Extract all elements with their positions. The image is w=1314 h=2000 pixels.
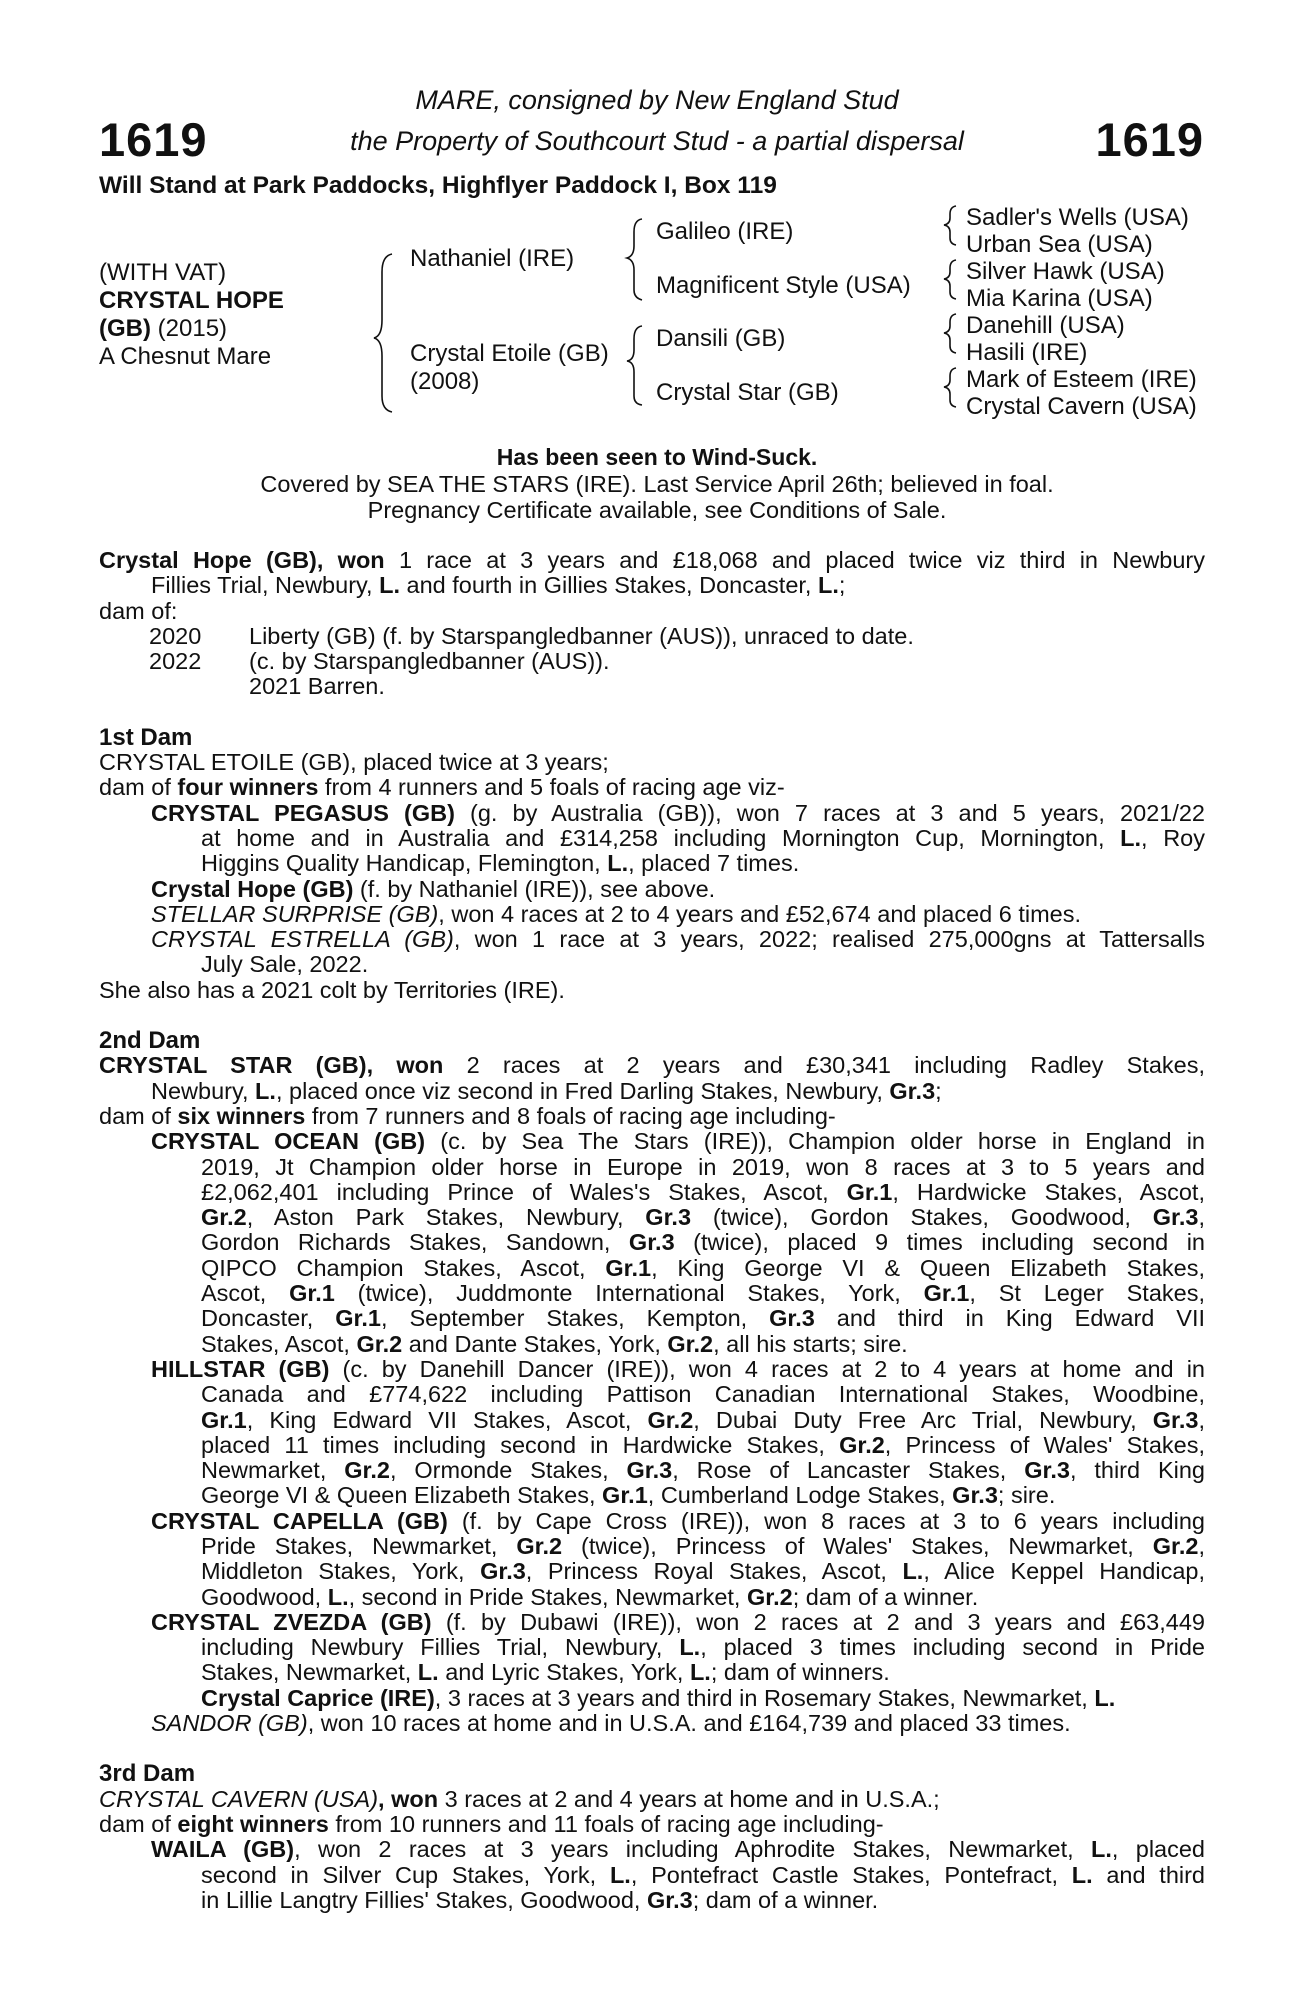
ocean-line-8 [99, 1306, 1205, 1331]
text: Pride Stakes, Newmarket, [201, 1532, 517, 1559]
text: , Hardwicke Stakes, Ascot, [892, 1178, 1205, 1205]
text: , third King [1069, 1457, 1205, 1484]
text: Newbury, [151, 1077, 256, 1104]
ocean-line-2: 2019, Jt Champion older horse in Europe in 2019, won 8 races at 3 to 5 years and [201, 1153, 1205, 1180]
text: , won 4 races at 2 to 4 years and £52,674 and placed 6 times. [438, 900, 1082, 927]
text: , placed 7 times. [628, 850, 800, 877]
listed-mark: L. [609, 1861, 631, 1888]
pedigree-main-brace [374, 254, 392, 412]
text: in Lillie Langtry Fillies' Stakes, Goodwood, [201, 1886, 647, 1913]
text: (twice), Juddmonte International Stakes, York, [334, 1280, 924, 1307]
listed-mark: L. [902, 1558, 924, 1585]
group-mark: Gr.2 [356, 1330, 403, 1357]
dam-name: CRYSTAL STAR (GB) [99, 1052, 367, 1079]
text: dam of [99, 1102, 178, 1129]
pedigree-sire-brace [627, 219, 642, 300]
text: QIPCO Champion Stakes, Ascot, [201, 1254, 606, 1281]
foal-2020 [99, 624, 1205, 649]
progeny-name: SANDOR (GB) [151, 1710, 308, 1737]
progeny-name: Crystal Caprice (IRE) [201, 1684, 435, 1711]
capella-line-4 [99, 1585, 1205, 1610]
listed-mark: L. [1094, 1684, 1116, 1711]
progeny-name: CRYSTAL ZVEZDA (GB) [151, 1608, 432, 1635]
zvezda-line-2 [99, 1635, 1205, 1660]
property-line: the Property of Southcourt Stud - a partial dispersal [350, 126, 964, 156]
text: second in Silver Cup Stakes, York, [201, 1861, 610, 1888]
text: and Lyric Stakes, York, [438, 1659, 690, 1686]
pedigree-gen3-3: Silver Hawk (USA) [966, 258, 1165, 285]
listed-mark: L. [417, 1659, 439, 1686]
pedigree-dam-dam: Crystal Star (GB) [656, 379, 839, 406]
group-mark: Gr.3 [1152, 1406, 1199, 1433]
group-mark: Gr.2 [344, 1457, 390, 1484]
listed-mark: L. [1071, 1861, 1093, 1888]
text: Gordon Richards Stakes, Sandown, [201, 1229, 629, 1256]
hillstar-line-4 [99, 1433, 1205, 1458]
won: , won [366, 1052, 444, 1079]
listed-mark: L. [379, 572, 400, 599]
group-mark: Gr.3 [646, 1886, 693, 1913]
text: (twice), Gordon Stakes, Goodwood, [691, 1204, 1153, 1231]
text: , placed 3 times including second in Pride [700, 1634, 1205, 1661]
text: , second in Pride Stakes, Newmarket, [348, 1583, 747, 1610]
progeny-name: CRYSTAL OCEAN (GB) [151, 1128, 426, 1155]
intro-line-2 [99, 573, 1205, 598]
group-mark: Gr.1 [846, 1178, 893, 1205]
text: , Alice Keppel Handicap, [923, 1558, 1206, 1585]
first-dam-heading: 1st Dam [99, 723, 193, 751]
first-dam-line-2 [99, 775, 1205, 800]
text: , Roy [1141, 824, 1205, 851]
group-mark: Gr.2 [667, 1330, 714, 1357]
group-mark: Gr.3 [645, 1204, 692, 1231]
text: , won 2 races at 3 years including Aphrodite Stakes, Newmarket, [294, 1836, 1091, 1863]
hillstar-line-3 [99, 1408, 1205, 1433]
group-mark: Gr.2 [747, 1583, 793, 1610]
stand-location: Will Stand at Park Paddocks, Highflyer Paddock I, Box 119 [99, 172, 777, 199]
foal-text: Liberty (GB) (f. by Starspangledbanner (AUS)), unraced to date. [249, 622, 914, 649]
capella-line-2 [99, 1534, 1205, 1559]
text: , St Leger Stakes, [969, 1280, 1205, 1307]
ocean-line-7 [99, 1281, 1205, 1306]
pedigree-dam-year: (2008) [410, 368, 480, 395]
text: from 4 runners and 5 foals of racing age viz- [318, 774, 785, 801]
pedigree-gen3-6: Hasili (IRE) [966, 339, 1088, 366]
pedigree-sire-dam: Magnificent Style (USA) [656, 272, 911, 299]
third-dam-line-2 [99, 1812, 1205, 1837]
text: , Aston Park Stakes, Newbury, [246, 1204, 646, 1231]
intro-won: , won [316, 547, 385, 573]
progeny-name: Crystal Hope (GB) [151, 875, 354, 902]
group-mark: Gr.1 [289, 1280, 335, 1307]
capella-line-3 [99, 1559, 1205, 1584]
group-mark: Gr.3 [628, 1229, 675, 1256]
group-mark: Gr.1 [923, 1280, 970, 1307]
progeny-crystal-hope [99, 877, 1205, 902]
foal-year: 2022 [149, 648, 202, 675]
intro-text-2e: ; [838, 572, 846, 599]
text: , [1198, 1406, 1205, 1433]
text: from 10 runners and 11 foals of racing age including- [328, 1810, 884, 1837]
ocean-line-5 [99, 1230, 1205, 1255]
listed-mark: L. [327, 1583, 349, 1610]
sandor-line [99, 1711, 1205, 1736]
pedigree-brace-3 [944, 314, 956, 353]
text: 2 races at 2 years and £30,341 including Radley Stakes, [443, 1052, 1206, 1079]
foal-year: 2020 [149, 622, 202, 649]
group-mark: Gr.2 [201, 1204, 247, 1231]
pedigree-dam: Crystal Etoile (GB) [410, 340, 609, 367]
pedigree-brace-1 [944, 206, 956, 245]
progeny-name: CRYSTAL CAPELLA (GB) [151, 1507, 448, 1534]
pedigree-sire-sire: Galileo (IRE) [656, 218, 794, 245]
third-dam-line-1 [99, 1787, 1205, 1812]
text: and third in King Edward VII [814, 1305, 1205, 1332]
text: , [1198, 1532, 1205, 1559]
ocean-line-1 [99, 1129, 1205, 1154]
text: (g. by Australia (GB)), won 7 races at 3 and 5 years, 2021/22 [454, 799, 1205, 826]
text: at home and in Australia and £314,258 including Mornington Cup, Mornington, [201, 824, 1121, 851]
hillstar-line-5 [99, 1458, 1205, 1483]
waila-line-1 [99, 1837, 1205, 1862]
ocean-line-3 [99, 1180, 1205, 1205]
group-mark: Gr.3 [889, 1077, 936, 1104]
listed-mark: L. [817, 572, 839, 599]
foal-text: (c. by Starspangledbanner (AUS)). [249, 648, 610, 675]
text: (c. by Sea The Stars (IRE)), Champion older horse in England in [425, 1128, 1205, 1155]
progeny-pegasus-3 [99, 851, 1205, 876]
group-mark: Gr.1 [605, 1254, 652, 1281]
winners-count: four winners [177, 774, 319, 801]
wind-suck-note: Has been seen to Wind-Suck. [496, 444, 818, 470]
text: dam of [99, 774, 178, 801]
horse-origin: (GB) [99, 315, 151, 342]
pedigree-gen3-5: Danehill (USA) [966, 312, 1125, 339]
foal-2021: 2021 Barren. [249, 673, 385, 700]
dam-name: CRYSTAL CAVERN (USA) [99, 1785, 379, 1812]
text: ; dam of a winner. [792, 1583, 979, 1610]
pedigree-dam-brace [627, 326, 642, 405]
text: , Dubai Duty Free Arc Trial, Newbury, [693, 1406, 1153, 1433]
progeny-pegasus-1 [99, 801, 1205, 826]
progeny-estrella-2: July Sale, 2022. [201, 951, 369, 978]
text: , Princess of Wales' Stakes, [884, 1431, 1205, 1458]
progeny-stellar-surprise [99, 902, 1205, 927]
text: ; dam of a winner. [692, 1886, 879, 1913]
text: , Rose of Lancaster Stakes, [672, 1457, 1025, 1484]
group-mark: Gr.3 [769, 1305, 815, 1332]
catalogue-body [99, 548, 1205, 1913]
pedigree-gen3-7: Mark of Esteem (IRE) [966, 366, 1197, 393]
consignment-line: MARE, consigned by New England Stud [415, 85, 899, 115]
listed-mark: L. [1120, 824, 1142, 851]
listed-mark: L. [1090, 1836, 1112, 1863]
pedigree-dam-sire: Dansili (GB) [656, 325, 786, 352]
crystal-caprice-line [99, 1686, 1205, 1711]
winners-count: six winners [177, 1102, 306, 1129]
text: Stakes, Newmarket, [201, 1659, 418, 1686]
winners-count: eight winners [177, 1810, 329, 1837]
text: ; [935, 1077, 942, 1104]
text: Newmarket, [201, 1457, 345, 1484]
text: , all his starts; sire. [713, 1330, 908, 1357]
text: (f. by Cape Cross (IRE)), won 8 races at 3 to 6 years including [447, 1507, 1205, 1534]
intro-text-2c: and fourth in Gillies Stakes, Doncaster, [399, 572, 818, 599]
group-mark: Gr.2 [839, 1431, 885, 1458]
text: , Ormonde Stakes, [389, 1457, 627, 1484]
text: dam of [99, 1810, 178, 1837]
text: and Dante Stakes, York, [402, 1330, 668, 1357]
hillstar-line-2: Canada and £774,622 including Pattison Canadian International Stakes, Woodbine, [201, 1381, 1205, 1408]
waila-line-3 [99, 1888, 1205, 1913]
waila-line-2 [99, 1863, 1205, 1888]
text: from 7 runners and 8 foals of racing age including- [305, 1102, 836, 1129]
second-dam-heading: 2nd Dam [99, 1027, 201, 1055]
text: (f. by Dubawi (IRE)), won 2 races at 2 and 3 years and £63,449 [431, 1608, 1205, 1635]
text: , Princess Royal Stakes, Ascot, [525, 1558, 903, 1585]
group-mark: Gr.2 [1152, 1532, 1199, 1559]
text: ; sire. [997, 1482, 1056, 1509]
text: , Pontefract Castle Stakes, Pontefract, [630, 1861, 1072, 1888]
intro-horse-name: Crystal Hope (GB) [99, 547, 317, 573]
intro-text-2a: Fillies Trial, Newbury, [151, 572, 380, 599]
pedigree-gen3-8: Crystal Cavern (USA) [966, 393, 1197, 420]
text: , won 10 races at home and in U.S.A. and £164,739 and placed 33 times. [307, 1710, 1071, 1737]
listed-mark: L. [607, 850, 629, 877]
text: placed 11 times including second in Hardwicke Stakes, [201, 1431, 840, 1458]
progeny-pegasus-2 [99, 826, 1205, 851]
pedigree-gen3-1: Sadler's Wells (USA) [966, 204, 1189, 231]
progeny-name: HILLSTAR (GB) [151, 1355, 330, 1382]
horse-description: A Chesnut Mare [99, 343, 272, 370]
capella-line-1 [99, 1509, 1205, 1534]
text: , Cumberland Lodge Stakes, [647, 1482, 953, 1509]
text: (f. by Nathaniel (IRE)), see above. [353, 875, 716, 902]
text: Higgins Quality Handicap, Flemington, [201, 850, 608, 877]
pedigree-gen3-4: Mia Karina (USA) [966, 285, 1153, 312]
pregnancy-note: Pregnancy Certificate available, see Conditions of Sale. [367, 497, 947, 523]
covered-note: Covered by SEA THE STARS (IRE). Last Service April 26th; believed in foal. [260, 471, 1054, 497]
zvezda-line-3 [99, 1660, 1205, 1685]
zvezda-line-1 [99, 1610, 1205, 1635]
text: , September Stakes, Kempton, [381, 1305, 770, 1332]
group-mark: Gr.3 [952, 1482, 998, 1509]
group-mark: Gr.3 [1152, 1204, 1199, 1231]
group-mark: Gr.1 [201, 1406, 247, 1433]
ocean-line-4 [99, 1205, 1205, 1230]
intro-line-1 [99, 548, 1205, 573]
text: George VI & Queen Elizabeth Stakes, [201, 1482, 603, 1509]
group-mark: Gr.2 [516, 1532, 563, 1559]
group-mark: Gr.2 [647, 1406, 694, 1433]
vat-note: (WITH VAT) [99, 259, 227, 286]
text: , 3 races at 3 years and third in Rosemary Stakes, Newmarket, [434, 1684, 1095, 1711]
listed-mark: L. [689, 1659, 711, 1686]
pedigree-brace-4 [944, 368, 956, 407]
text: (twice), placed 9 times including second in [674, 1229, 1206, 1256]
ocean-line-6 [99, 1256, 1205, 1281]
pedigree-gen3-2: Urban Sea (USA) [966, 231, 1153, 258]
won: , won [378, 1785, 439, 1812]
pedigree-sire: Nathaniel (IRE) [410, 245, 575, 272]
foal-2022 [99, 649, 1205, 674]
text: £2,062,401 including Prince of Wales's Stakes, Ascot, [201, 1178, 847, 1205]
group-mark: Gr.1 [602, 1482, 648, 1509]
text: , placed once viz second in Fred Darling Stakes, Newbury, [275, 1077, 890, 1104]
group-mark: Gr.3 [1024, 1457, 1070, 1484]
text: 3 races at 2 and 4 years at home and in U.S.A.; [438, 1785, 940, 1812]
text: Goodwood, [201, 1583, 328, 1610]
text: ; dam of winners. [710, 1659, 890, 1686]
horse-name: CRYSTAL HOPE [99, 287, 284, 314]
text: , placed [1111, 1836, 1205, 1863]
second-dam-line-1 [99, 1053, 1205, 1078]
text: including Newbury Fillies Trial, Newbury, [201, 1634, 680, 1661]
text: (c. by Danehill Dancer (IRE)), won 4 races at 2 to 4 years at home and in [329, 1355, 1205, 1382]
text: Doncaster, [201, 1305, 336, 1332]
text: Ascot, [201, 1280, 290, 1307]
text: , [1198, 1204, 1205, 1231]
listed-mark: L. [255, 1077, 276, 1104]
text: , won 1 race at 3 years, 2022; realised 275,000gns at Tattersalls [453, 926, 1205, 953]
text: Middleton Stakes, York, [201, 1558, 481, 1585]
intro-text-1: 1 race at 3 years and £18,068 and placed twice viz third in Newbury [384, 547, 1205, 573]
intro-dam-of: dam of: [99, 597, 178, 624]
hillstar-line-6 [99, 1483, 1205, 1508]
text: , King Edward VII Stakes, Ascot, [246, 1406, 648, 1433]
group-mark: Gr.3 [626, 1457, 673, 1484]
group-mark: Gr.3 [480, 1558, 526, 1585]
first-dam-end: She also has a 2021 colt by Territories (IRE). [99, 976, 565, 1003]
progeny-estrella-1 [99, 927, 1205, 952]
horse-year: (2015) [157, 315, 228, 342]
progeny-name: STELLAR SURPRISE (GB) [151, 900, 439, 927]
third-dam-heading: 3rd Dam [99, 1760, 196, 1788]
text: and third [1092, 1861, 1205, 1888]
listed-mark: L. [679, 1634, 701, 1661]
group-mark: Gr.1 [335, 1305, 381, 1332]
progeny-name: CRYSTAL ESTRELLA (GB) [151, 926, 454, 953]
pedigree-brace-2 [944, 260, 956, 299]
second-dam-line-3 [99, 1104, 1205, 1129]
progeny-name: WAILA (GB) [151, 1836, 295, 1863]
progeny-name: CRYSTAL PEGASUS (GB) [151, 799, 455, 826]
text: (twice), Princess of Wales' Stakes, Newmarket, [562, 1532, 1153, 1559]
ocean-line-9 [99, 1332, 1205, 1357]
lot-number-right: 1619 [1095, 113, 1204, 166]
text: Stakes, Ascot, [201, 1330, 357, 1357]
first-dam-line-1: CRYSTAL ETOILE (GB), placed twice at 3 years; [99, 749, 609, 776]
text: , King George VI & Queen Elizabeth Stakes, [651, 1254, 1205, 1281]
lot-number-left: 1619 [99, 113, 208, 166]
hillstar-line-1 [99, 1357, 1205, 1382]
second-dam-line-2 [99, 1079, 1205, 1104]
